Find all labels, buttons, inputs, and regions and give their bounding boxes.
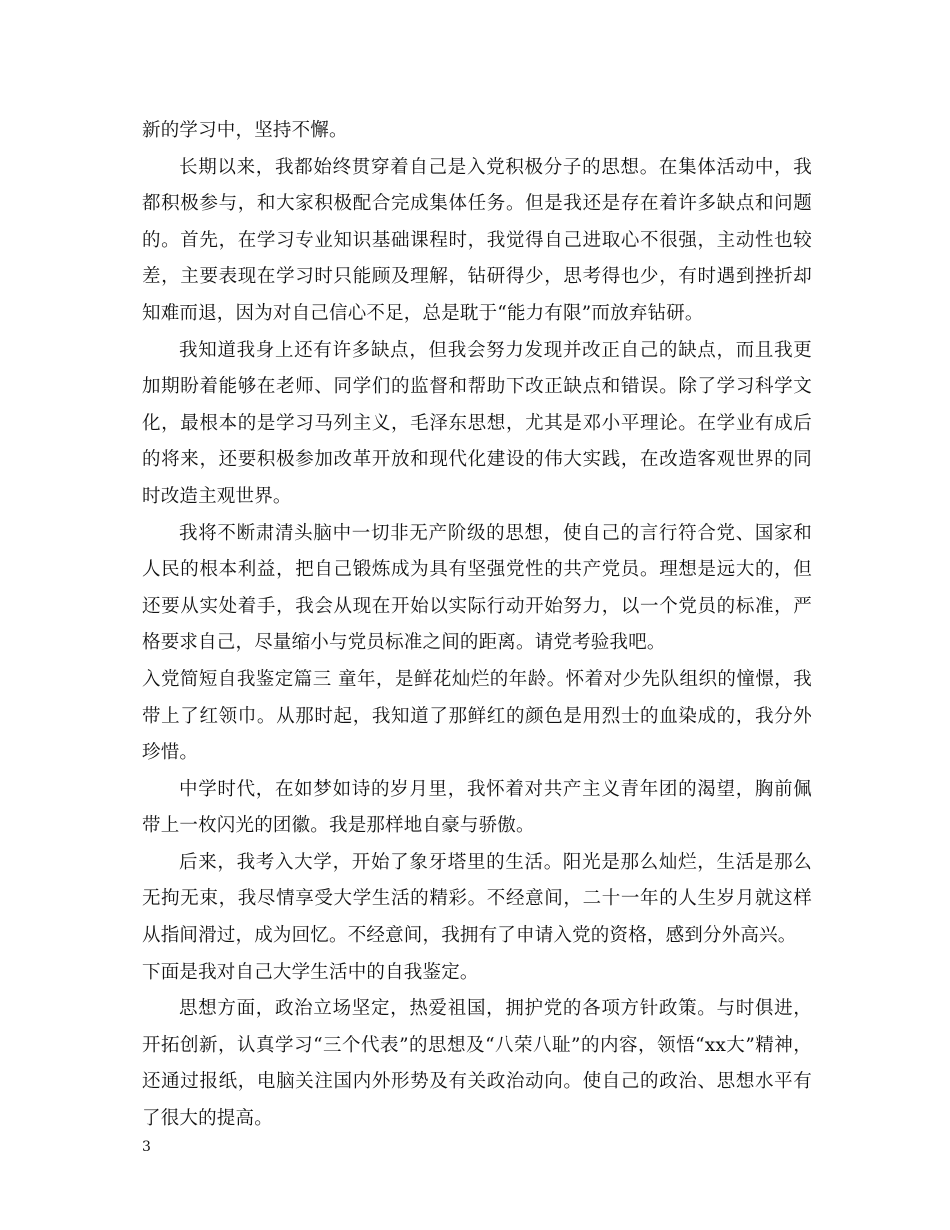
paragraph-middle-school: 中学时代，在如梦如诗的岁月里，我怀着对共产主义青年团的渴望，胸前佩带上一枚闪光的团徽。我是那样地自豪与骄傲。: [142, 778, 812, 837]
page-number: 3: [142, 1139, 151, 1155]
paragraph-continuation: 新的学习中，坚持不懈。: [142, 120, 348, 141]
paragraph-ideology: 思想方面，政治立场坚定，热爱祖国，拥护党的各项方针政策。与时俱进，开拓创新，认真学习“三个代表”的思想及“八荣八耻”的内容，领悟“xx大”精神，还通过报纸，电脑关注国内外形势及有关政治动向。使自己的政治、思想水平有了很大的提高。: [142, 998, 812, 1130]
section-heading: 入党简短自我鉴定篇三: [142, 668, 332, 690]
section-first-paragraph: 童年，是鲜花灿烂的年龄。怀着对少先队组织的憧憬，我带上了红领巾。从那时起，我知道了那鲜红的颜色是用烈士的血染成的，我分外珍惜。: [142, 668, 812, 764]
section-paragraph: [142, 662, 812, 772]
paragraph-commitment: 我将不断肃清头脑中一切非无产阶级的思想，使自己的言行符合党、国家和人民的根本利益，把自己锻炼成为具有坚强党性的共产党员。理想是远大的，但还要从实处着手，我会从现在开始以实际行动开始努力，以一个党员的标准，严格要求自己，尽量缩小与党员标准之间的距离。请党考验我吧。: [142, 522, 812, 654]
paragraph-intro-assessment: 下面是我对自己大学生活中的自我鉴定。: [142, 961, 479, 983]
document-body: [142, 113, 812, 1138]
paragraph-shortcomings: 我知道我身上还有许多缺点，但我会努力发现并改正自己的缺点，而且我更加期盼着能够在老师、同学们的监督和帮助下改正缺点和错误。除了学习科学文化，最根本的是学习马列主义，毛泽东思想，尤其是邓小平理论。在学业有成后的将来，还要积极参加改革开放和现代化建设的伟大实践，在改造客观世界的同时改造主观世界。: [142, 339, 812, 507]
paragraph-self-assessment: 长期以来，我都始终贯穿着自己是入党积极分子的思想。在集体活动中，我都积极参与，和大家积极配合完成集体任务。但是我还是存在着许多缺点和问题的。首先，在学习专业知识基础课程时，我觉得自己进取心不很强，主动性也较差，主要表现在学习时只能顾及理解，钻研得少，思考得也少，有时遇到挫折却知难而退，因为对自己信心不足，总是耽于“能力有限”而放弃钻研。: [142, 156, 812, 324]
paragraph-university: 后来，我考入大学，开始了象牙塔里的生活。阳光是那么灿烂，生活是那么无拘无束，我尽情享受大学生活的精彩。不经意间，二十一年的人生岁月就这样从指间滑过，成为回忆。不经意间，我拥有了申请入党的资格，感到分外高兴。: [142, 851, 812, 947]
